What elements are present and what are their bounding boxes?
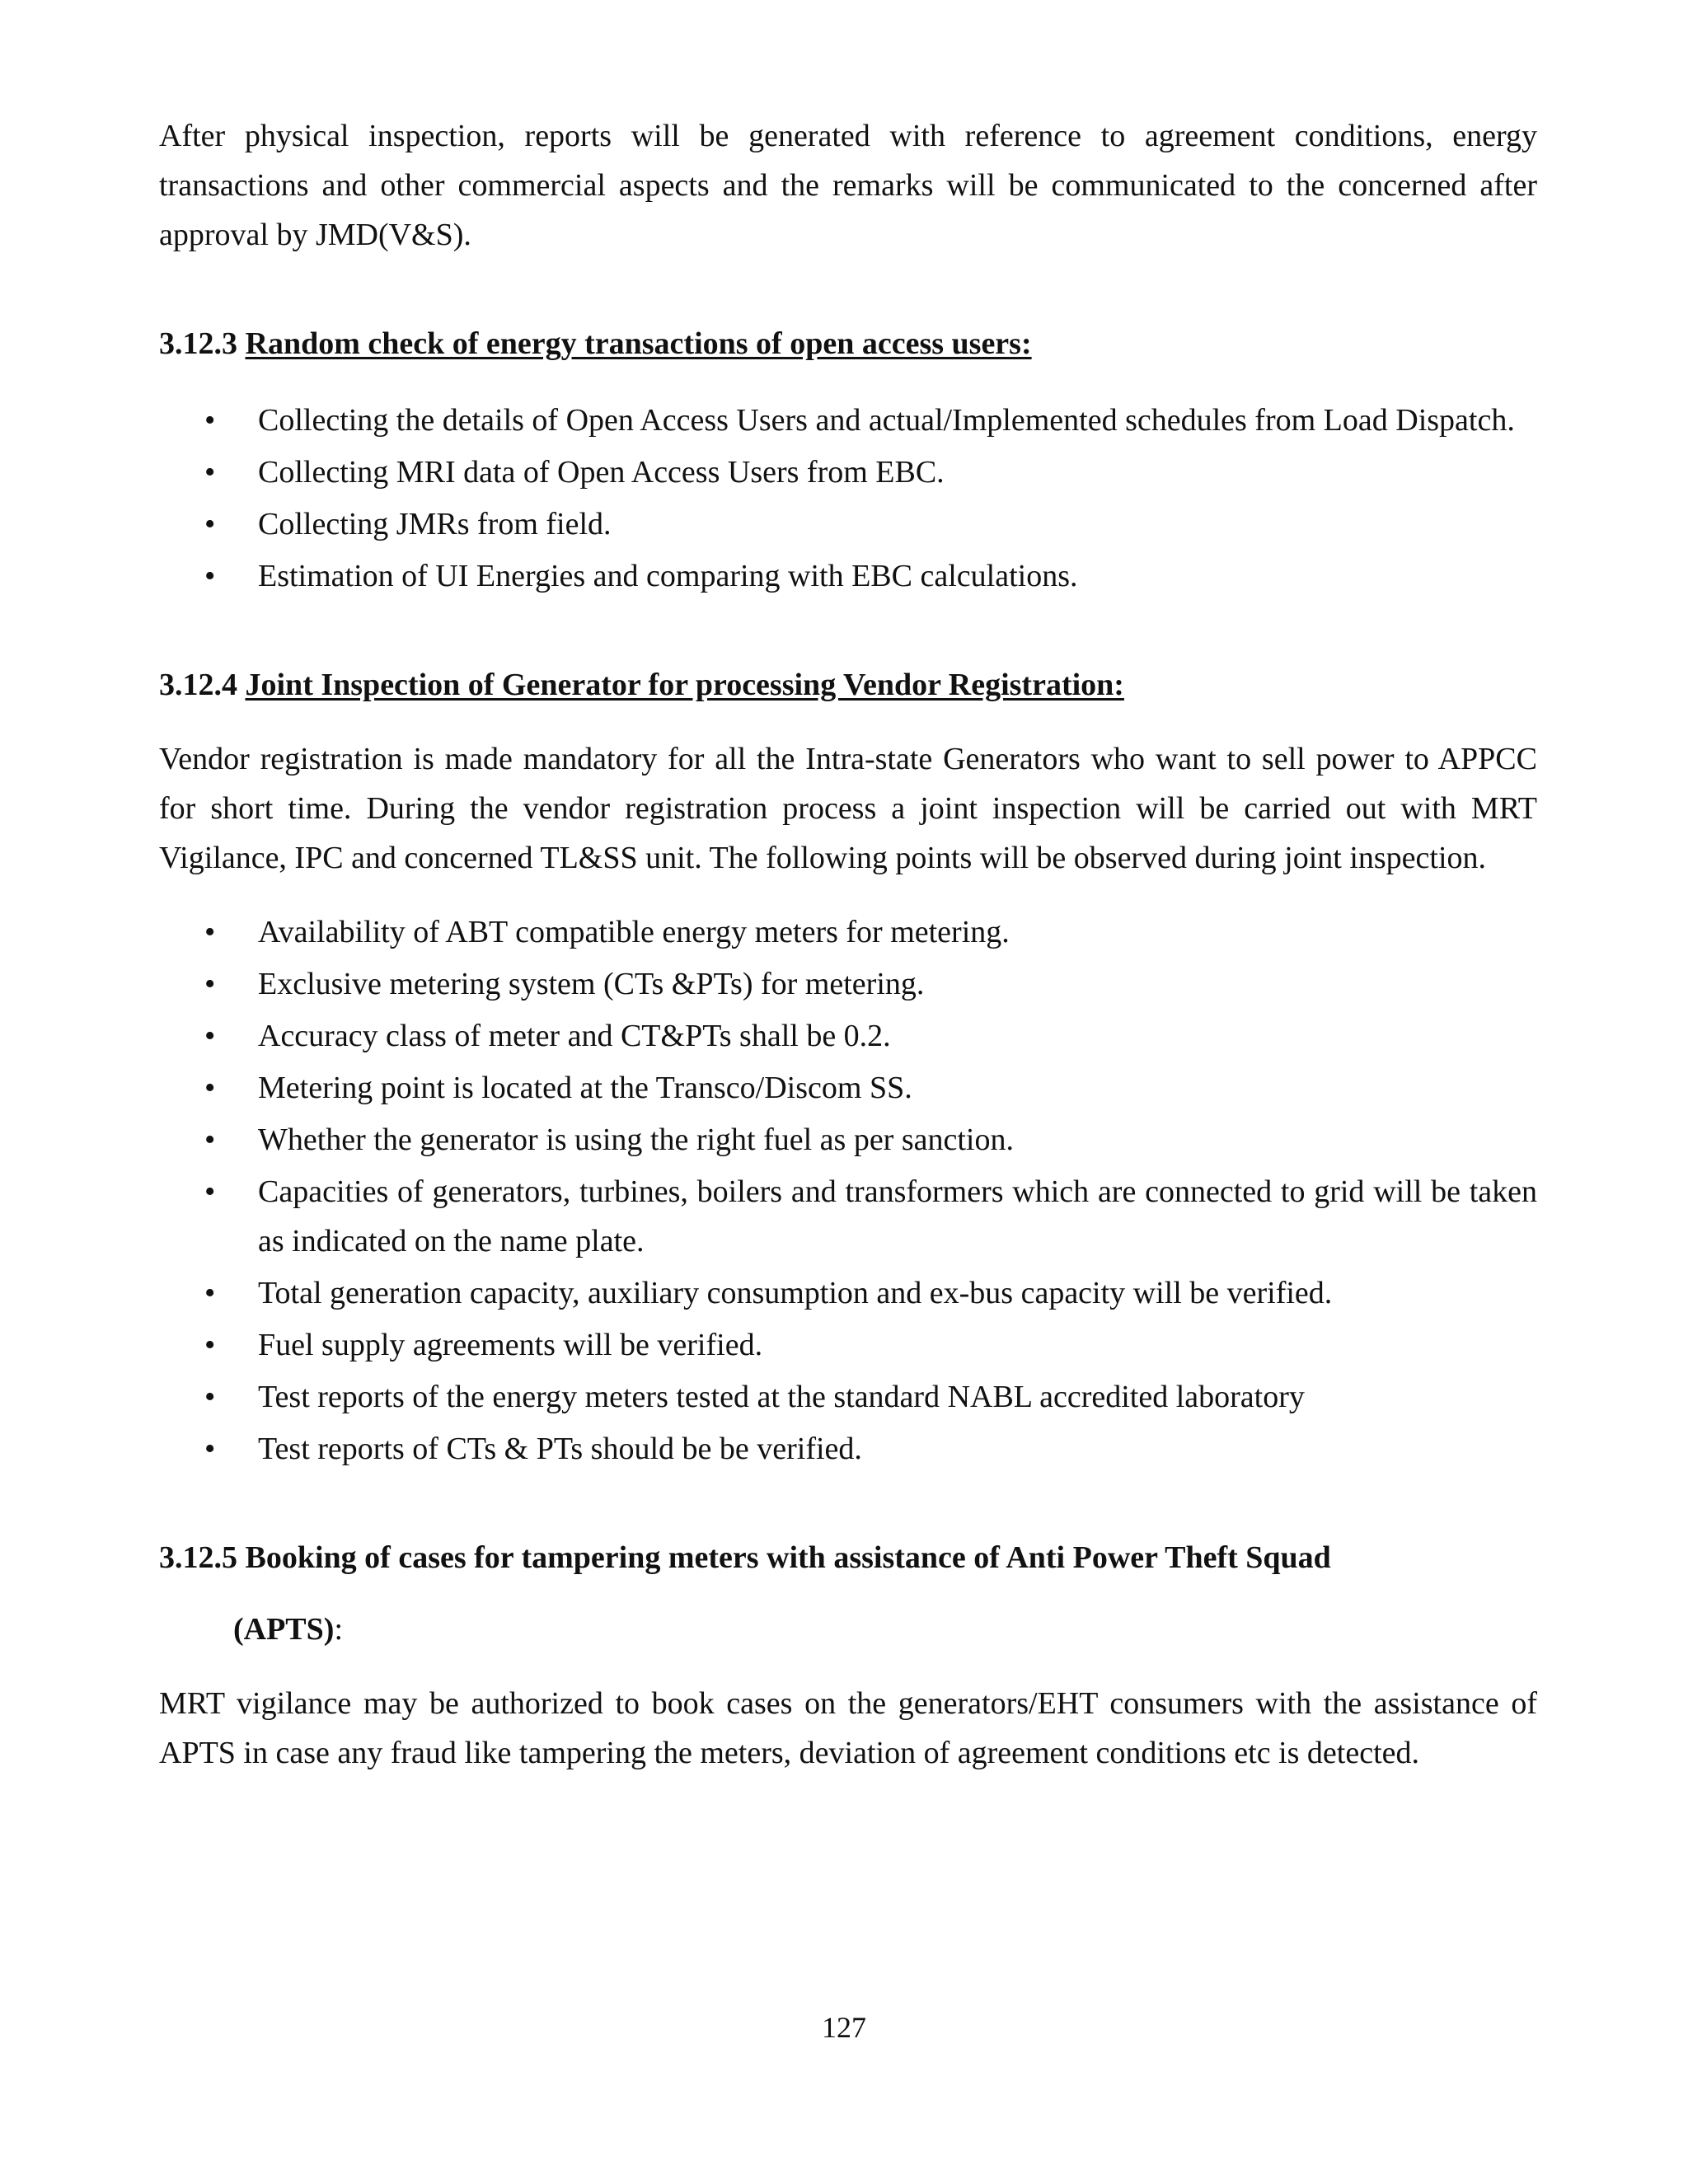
section-3-12-4-paragraph: Vendor registration is made mandatory for all the Intra-state Generators who want to sell power to APPCC for short time. During the vendor registration process a joint inspection will be carried out with MRT Vigilance, IPC and concerned TL&SS unit. The following points will be observed during joint inspection. [159, 742, 1537, 875]
bullet-icon: • [204, 967, 216, 1001]
bullet-icon: • [204, 403, 216, 438]
bullet-icon: • [204, 1122, 216, 1157]
bullet-icon: • [204, 455, 216, 490]
list-item: • Collecting the details of Open Access Users and actual/Implemented schedules from Load Dispatch. [258, 396, 1537, 445]
section-3-12-5-heading-continuation [159, 1605, 1537, 1654]
list-item: • Fuel supply agreements will be verified. [258, 1320, 1537, 1370]
list-item: • Test reports of the energy meters tested at the standard NABL accredited laboratory [258, 1372, 1537, 1422]
bullet-icon: • [204, 1328, 216, 1362]
list-item: • Availability of ABT compatible energy meters for metering. [258, 907, 1537, 957]
section-title: Random check of energy transactions of open access users: [245, 326, 1032, 361]
bullet-icon: • [204, 1174, 216, 1209]
section-number: 3.12.4 [159, 668, 237, 702]
list-item: • Exclusive metering system (CTs &PTs) for metering. [258, 959, 1537, 1009]
document-page [159, 111, 1537, 1778]
list-item: • Collecting JMRs from field. [258, 499, 1537, 549]
list-item: • Accuracy class of meter and CT&PTs shall be 0.2. [258, 1011, 1537, 1061]
section-3-12-3-heading [159, 319, 1537, 368]
bullet-icon: • [204, 915, 216, 949]
bullet-icon: • [204, 507, 216, 541]
page-number: 127 [822, 2011, 866, 2044]
section-3-12-5-paragraph: MRT vigilance may be authorized to book cases on the generators/EHT consumers with the assistance of APTS in case any fraud like tampering the meters, deviation of agreement conditions etc is detected. [159, 1686, 1537, 1770]
list-item: • Whether the generator is using the right fuel as per sanction. [258, 1115, 1537, 1165]
section-3-12-3-list [159, 396, 1537, 601]
list-item: • Total generation capacity, auxiliary consumption and ex-bus capacity will be verified. [258, 1268, 1537, 1318]
bullet-icon: • [204, 1071, 216, 1105]
list-item: • Metering point is located at the Transco/Discom SS. [258, 1063, 1537, 1113]
apts-colon: : [334, 1612, 344, 1647]
section-3-12-4-heading [159, 660, 1537, 710]
intro-paragraph: After physical inspection, reports will be generated with reference to agreement conditions, energy transactions and other commercial aspects and the remarks will be communicated to the concerned after approval by JMD(V&S). [159, 119, 1537, 252]
bullet-icon: • [204, 1276, 216, 1310]
bullet-icon: • [204, 1380, 216, 1414]
list-item: • Test reports of CTs & PTs should be be verified. [258, 1424, 1537, 1474]
section-number: 3.12.3 [159, 326, 237, 361]
list-item: • Estimation of UI Energies and comparing with EBC calculations. [258, 551, 1537, 601]
bullet-icon: • [204, 559, 216, 593]
apts-label: (APTS) [233, 1612, 335, 1647]
bullet-icon: • [204, 1019, 216, 1053]
section-3-12-5-heading: 3.12.5 Booking of cases for tampering meters with assistance of Anti Power Theft Squad [159, 1540, 1331, 1575]
bullet-icon: • [204, 1432, 216, 1466]
list-item: • Capacities of generators, turbines, boilers and transformers which are connected to grid will be taken as indicated on the name plate. [258, 1167, 1537, 1266]
section-title: Joint Inspection of Generator for processing Vendor Registration: [245, 668, 1124, 702]
list-item: • Collecting MRI data of Open Access Users from EBC. [258, 448, 1537, 497]
section-3-12-4-list [159, 907, 1537, 1474]
